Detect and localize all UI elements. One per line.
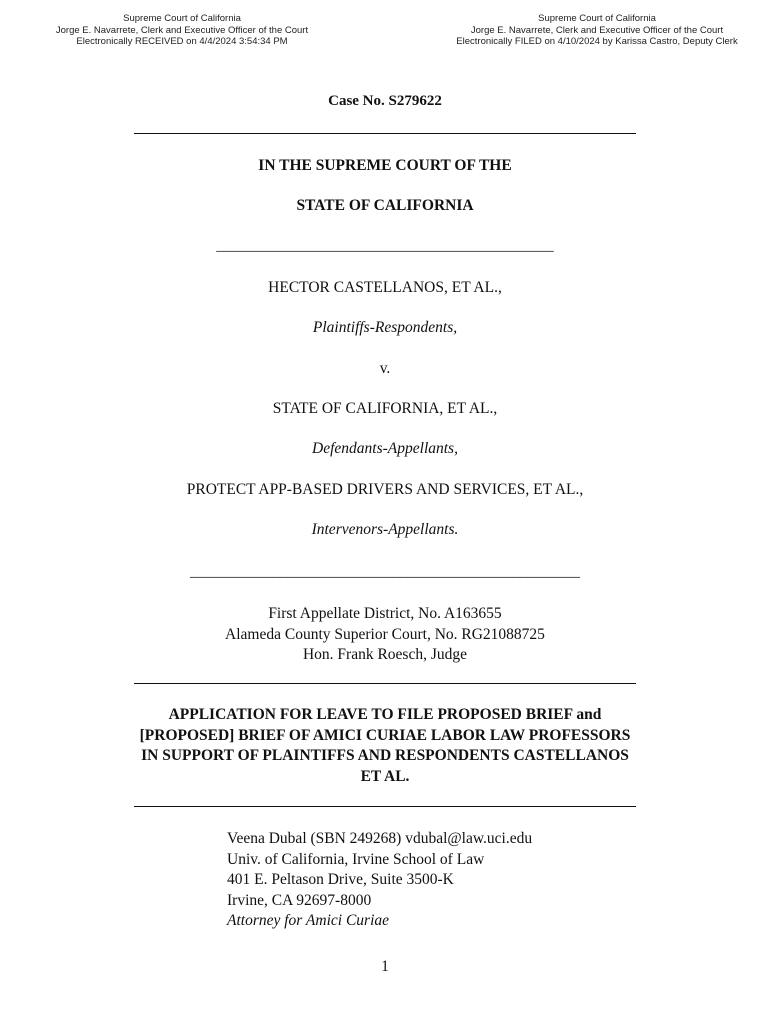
received-stamp-line: Electronically RECEIVED on 4/4/2024 3:54:34 PM <box>76 36 288 47</box>
court-name-line-1: IN THE SUPREME COURT OF THE <box>258 157 512 174</box>
document-title: APPLICATION FOR LEAVE TO FILE PROPOSED BRIEF and [PROPOSED] BRIEF OF AMICI CURIAE LABOR LAW PROFESSORS IN SUPPORT OF PLAINTIFFS AND RESPONDENTS CASTELLANOS ET AL. <box>139 706 631 785</box>
horizontal-rule <box>134 133 636 134</box>
received-stamp <box>22 13 342 48</box>
received-stamp-line: Supreme Court of California <box>123 13 241 24</box>
counsel-city: Irvine, CA 92697-8000 <box>227 891 372 909</box>
filed-stamp-line: Jorge E. Navarrete, Clerk and Executive Officer of the Court <box>470 24 724 36</box>
separator-line: ____________________________________________________ <box>190 564 580 580</box>
filed-stamp-line: Electronically FILED on 4/10/2024 by Karissa Castro, Deputy Clerk <box>456 36 738 47</box>
lower-court-info <box>0 604 770 666</box>
filed-stamp <box>440 13 754 48</box>
received-stamp-line: Jorge E. Navarrete, Clerk and Executive Officer of the Court <box>55 24 309 36</box>
plaintiffs-role: Plaintiffs-Respondents, <box>312 319 458 336</box>
judge-name: Hon. Frank Roesch, Judge <box>302 646 468 663</box>
counsel-role: Attorney for Amici Curiae <box>227 912 390 929</box>
appellate-district: First Appellate District, No. A163655 <box>268 605 502 622</box>
defendants-role: Defendants-Appellants, <box>312 440 458 457</box>
counsel-name-line: Veena Dubal (SBN 249268) vdubal@law.uci.edu <box>227 830 533 847</box>
separator-line: _____________________________________________ <box>216 238 554 254</box>
horizontal-rule <box>134 806 636 807</box>
versus: v. <box>379 360 391 377</box>
page-number: 1 <box>381 958 389 975</box>
counsel-street: 401 E. Peltason Drive, Suite 3500-K <box>227 871 454 888</box>
court-name-line-2: STATE OF CALIFORNIA <box>296 197 474 214</box>
case-number: Case No. S279622 <box>328 93 442 109</box>
intervenors-name: PROTECT APP-BASED DRIVERS AND SERVICES, ET AL., <box>186 481 584 498</box>
counsel-block <box>227 829 532 932</box>
filed-stamp-line: Supreme Court of California <box>538 13 656 24</box>
horizontal-rule <box>134 683 636 684</box>
defendants-name: STATE OF CALIFORNIA, ET AL., <box>272 400 498 417</box>
superior-court: Alameda County Superior Court, No. RG21088725 <box>225 625 545 643</box>
intervenors-role: Intervenors-Appellants. <box>311 521 459 538</box>
plaintiffs-name: HECTOR CASTELLANOS, ET AL., <box>268 279 502 296</box>
counsel-institution: Univ. of California, Irvine School of Law <box>227 850 485 868</box>
